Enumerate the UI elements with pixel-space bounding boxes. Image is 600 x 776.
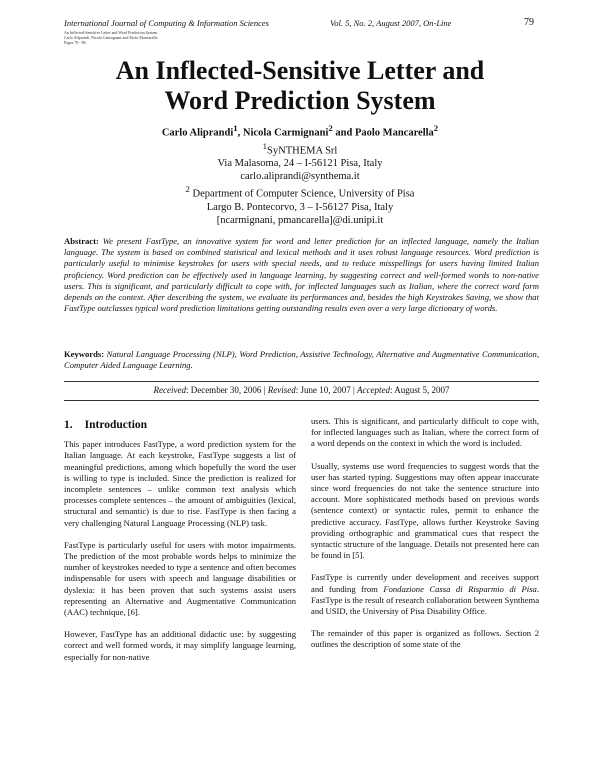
paragraph: This paper introduces FastType, a word prediction system for the Italian language. At each keystroke, FastType suggests a list of meaningful predictions, among which hopefully the word the user is willing to type is included. Since the prediction is realized for incomplete sentences – unlike common text analysis which processes complete sentences – the amount of ambiguities (lexical, structural and semantic) is due to rise. FastType is then facing a very challenging Natural Language Processing (NLP) task.	[64, 439, 296, 528]
running-pages: Pages 79 - 86	[64, 40, 86, 45]
abstract-label: Abstract:	[64, 236, 99, 246]
author-separator: and	[332, 127, 355, 139]
abstract	[64, 236, 539, 314]
right-column	[311, 416, 539, 662]
running-title: An Inflected-Sensitive Letter and Word Prediction System	[64, 30, 158, 35]
affiliation-2-address: Largo B. Pontecorvo, 3 – I-56127 Pisa, Italy	[206, 201, 394, 213]
paragraph: users. This is significant, and particularly difficult to cope with, for inflected languages such as Italian, where the correct form of a word depends on the context in which the word is included.	[311, 416, 539, 449]
affiliation-1-address: Via Malasoma, 24 – I-56121 Pisa, Italy	[217, 158, 383, 169]
section-number: 1.	[64, 419, 73, 431]
running-authors: Carlo Aliprandi, Nicola Carmignani and Paolo Mancarella	[64, 35, 158, 40]
paper-title	[60, 56, 540, 116]
paragraph: FastType is particularly useful for users with motor impairments. The prediction of the most probable words helps to minimize the number of keystrokes needed to type a sentence and often becomes indispensable for users with speech and language disabilities or dyslexia: it has been proven that such systems assist users representing an Alternative and Augmentative Communication (AAC) technique, [6].	[64, 539, 296, 618]
page-number: 79	[524, 17, 534, 28]
title-line-1: An Inflected-Sensitive Letter and	[115, 56, 485, 85]
paragraph: However, FastType has an additional didactic use: by suggesting correct and well formed words, it may simplify language learning, especially for non-native	[64, 629, 296, 662]
title-line-2: Word Prediction System	[164, 86, 436, 115]
revised-date: : June 10, 2007 |	[295, 385, 358, 395]
author-name: Nicola Carmignani	[242, 127, 329, 139]
journal-volume: Vol. 5, No. 2, August 2007, On-Line	[330, 18, 452, 28]
section-title: Introduction	[84, 419, 148, 431]
keywords-text: Natural Language Processing (NLP), Word Prediction, Assistive Technology, Alternative and Augmentative Communication, Computer Aided Language Learning.	[64, 349, 539, 371]
author-list	[100, 122, 500, 140]
funding-name: Fondazione Cassa di Risparmio di Pisa	[383, 583, 537, 594]
revised-label: Revised	[267, 385, 296, 395]
author-block	[100, 122, 500, 227]
accepted-date: : August 5, 2007	[390, 385, 450, 395]
received-label: Received	[153, 385, 186, 395]
paragraph: FastType is currently under development and receives support and funding from Fondazione Cassa di Risparmio di Pisa. FastType is the result of research collaboration between Synthema and USID, the University of Pisa Disability Office.	[311, 572, 540, 617]
affiliation-1-org: $^1$SyNTHEMA Srl	[262, 140, 338, 156]
dates-top-rule	[64, 381, 539, 382]
keywords	[64, 349, 539, 371]
dates-bottom-rule	[64, 400, 539, 401]
affiliation-2-email: [ncarmignani, pmancarella]@di.unipi.it	[216, 214, 384, 226]
keywords-label: Keywords:	[64, 349, 105, 359]
affiliation-mark: 1	[262, 140, 268, 151]
received-date: : December 30, 2006 |	[185, 385, 268, 395]
author-name: Paolo Mancarella	[354, 127, 434, 139]
journal-name: International Journal of Computing & Information Sciences	[64, 18, 269, 28]
affiliation-mark: 2	[185, 184, 190, 194]
affiliation-2-org: $^2$ Department of Computer Science, University of Pisa	[185, 184, 415, 200]
left-column	[64, 420, 296, 674]
affiliation-1-email: carlo.aliprandi@synthema.it	[240, 171, 360, 182]
section-heading	[64, 420, 296, 431]
accepted-label: Accepted	[357, 385, 391, 395]
author-name: Carlo Aliprandi	[161, 127, 234, 139]
author-affiliation-mark: 1	[233, 123, 238, 133]
author-affiliation-mark: 2	[328, 123, 333, 133]
abstract-text: We present FastType, an innovative system for word and letter prediction for an inflected language, namely the Italian language. The system is based on combined statistical and lexical methods and it uses robust language resources. Word prediction is particularly useful to minimise keystrokes for users with special needs, and to reduce misspellings for users having limited Italian proficiency. Word prediction can be effectively used in language learning, by suggesting correct and well-formed words to non-native users. This is significant, and particularly difficult to cope with, for inflected languages such as Italian, where the correct word form depends on the context. After describing the system, we evaluate its performances and, besides the high Keystrokes Saving, we show that FastType outclasses typical word prediction limitations getting outstanding results even over a very large dictionary of words.	[64, 236, 539, 314]
author-separator: ,	[237, 127, 243, 139]
publication-dates	[64, 385, 539, 395]
author-affiliation-mark: 2	[433, 123, 439, 133]
paragraph: Usually, systems use word frequencies to suggest words that the user has started typing. Suggestions may often appear inaccurate since word frequencies do not take the sentence structure into account. More sophisticated methods based on previous words (sentence context) or syntactic rules, permit to enhance the predictive accuracy. FastType, allows further Keystroke Saving providing orthographic and grammatical cues that respect the syntactic structure of the language. Details not presented here can be found in [5].	[311, 460, 539, 561]
paragraph: The remainder of this paper is organized as follows. Section 2 outlines the description of some state of the	[311, 628, 539, 650]
